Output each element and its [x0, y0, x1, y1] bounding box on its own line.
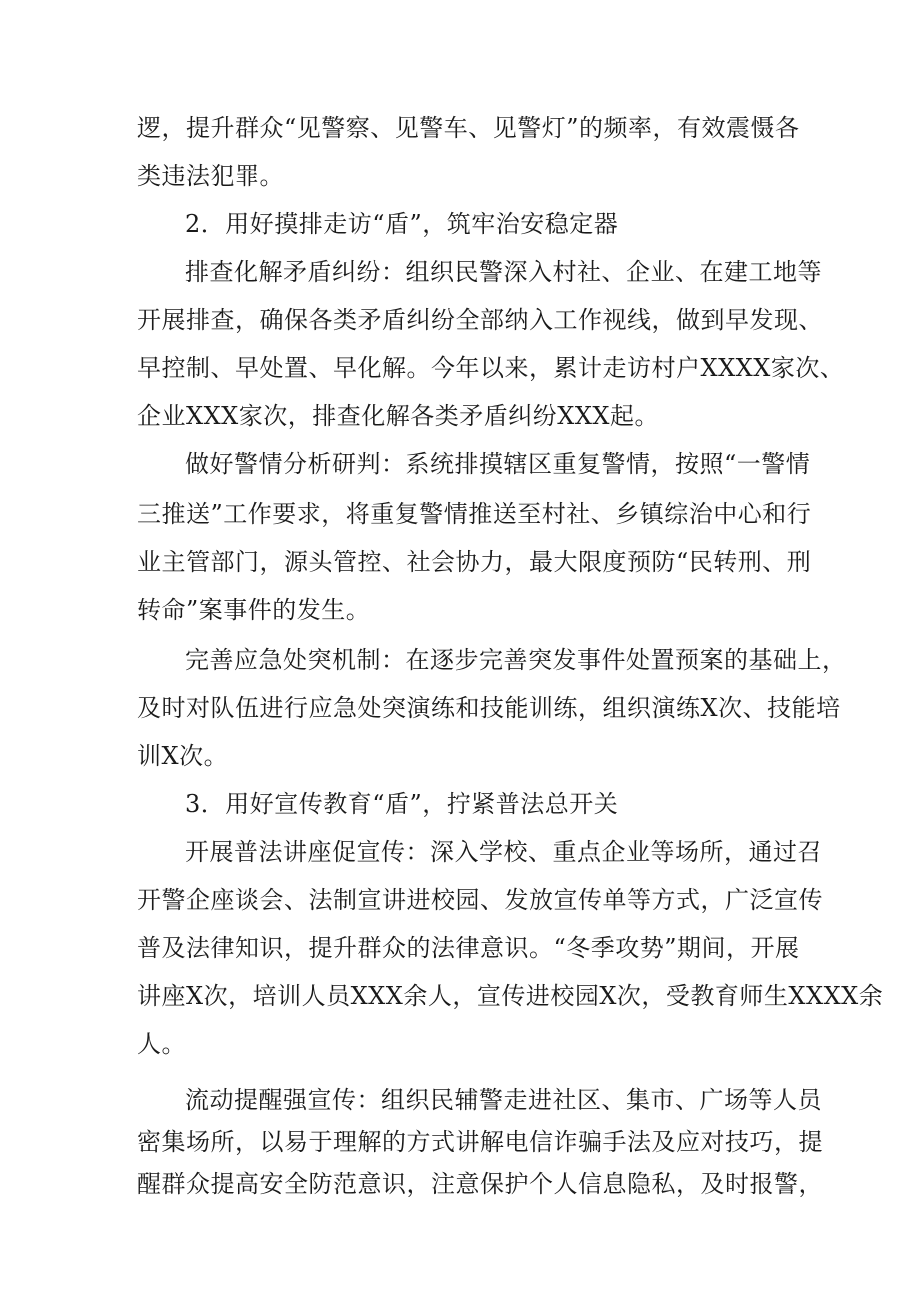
- text-line: 醒群众提高安全防范意识，注意保护个人信息隐私，及时报警，: [137, 1170, 823, 1198]
- text-line: 及时对队伍进行应急处突演练和技能训练，组织演练X次、技能培: [137, 694, 841, 722]
- text-line: 人。: [137, 1030, 186, 1058]
- text-line: 类违法犯罪。: [137, 162, 284, 190]
- text-line: 逻，提升群众“见警察、见警车、见警灯”的频率，有效震慑各: [137, 114, 800, 142]
- text-line: 开警企座谈会、法制宣讲进校园、发放宣传单等方式，广泛宣传: [137, 886, 823, 914]
- section-heading: 3．用好宣传教育“盾”，拧紧普法总开关: [185, 790, 619, 818]
- text-line: 转命”案事件的发生。: [137, 596, 371, 624]
- text-line: 训X次。: [137, 742, 229, 770]
- section-heading: 2．用好摸排走访“盾”，筑牢治安稳定器: [185, 210, 619, 238]
- text-line: 普及法律知识，提升群众的法律意识。“冬季攻势”期间，开展: [137, 934, 800, 962]
- text-line: 排查化解矛盾纠纷：组织民警深入村社、企业、在建工地等: [185, 258, 822, 286]
- text-line: 企业XXX家次，排查化解各类矛盾纠纷XXX起。: [137, 402, 660, 430]
- text-line: 密集场所，以易于理解的方式讲解电信诈骗手法及应对技巧，提: [137, 1128, 823, 1156]
- text-line: 开展普法讲座促宣传：深入学校、重点企业等场所，通过召: [185, 838, 822, 866]
- text-line: 完善应急处突机制：在逐步完善突发事件处置预案的基础上，: [185, 646, 847, 674]
- text-line: 开展排查，确保各类矛盾纠纷全部纳入工作视线，做到早发现、: [137, 306, 823, 334]
- text-line: 做好警情分析研判：系统排摸辖区重复警情，按照“一警情: [185, 450, 811, 478]
- text-line: 早控制、早处置、早化解。今年以来，累计走访村户XXXX家次、: [137, 354, 845, 382]
- text-line: 三推送”工作要求，将重复警情推送至村社、乡镇综治中心和行: [137, 500, 812, 528]
- text-line: 流动提醒强宣传：组织民辅警走进社区、集市、广场等人员: [185, 1086, 822, 1114]
- text-line: 讲座X次，培训人员XXX余人，宣传进校园X次，受教育师生XXXX余: [137, 982, 884, 1010]
- text-line: 业主管部门，源头管控、社会协力，最大限度预防“民转刑、刑: [137, 548, 812, 576]
